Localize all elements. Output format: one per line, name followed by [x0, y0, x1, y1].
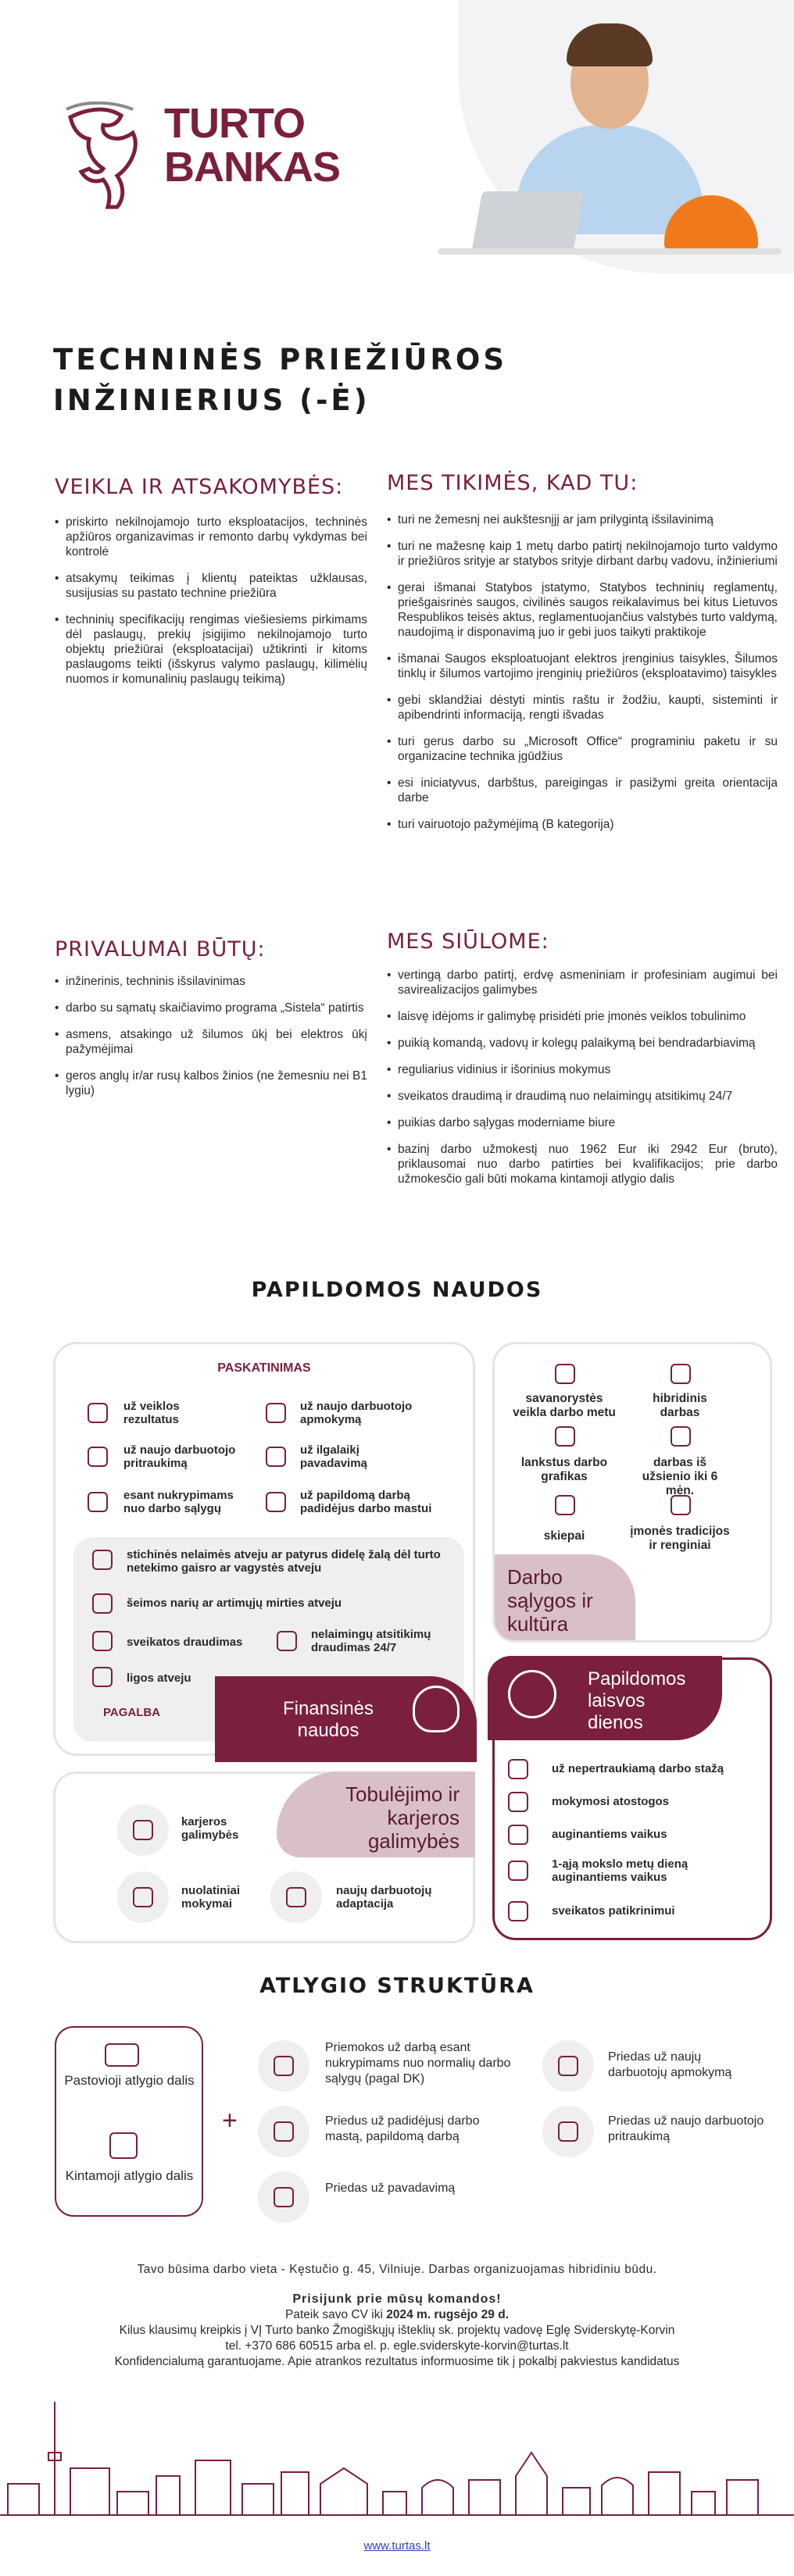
paskatinimas-item: už naujo darbuotojo apmokymą — [300, 1400, 413, 1426]
graduation-cap-icon — [117, 1871, 169, 1923]
veikla-heading: VEIKLA IR ATSAKOMYBĖS: — [55, 475, 344, 499]
paskatinimas-item: už naujo darbuotojo pritraukimą — [123, 1443, 236, 1470]
privalumai-section — [55, 937, 367, 1110]
salygos-item: įmonės tradicijos ir renginiai — [630, 1525, 730, 1552]
tobulejimo-item: nuolatiniai mokymai — [181, 1884, 240, 1911]
medical-icon — [92, 1667, 113, 1687]
book-icon — [508, 1792, 528, 1812]
user-add-icon — [88, 1447, 108, 1467]
list-item: • techninių specifikacijų rengimas viešiesiems pirkimams dėl paslaugų, prekių įsigijimo nekilnojamojo turto objektų priežiūrai (eksploatacijai) užtikrinti ir kitoms paslaugoms teikti (išskyrus valymo paslaugų, kilimėlių nuomos ir komunalinių paslaugų teikimą) — [55, 612, 367, 687]
money-bag-icon — [413, 1686, 460, 1732]
list-item: • puikias darbo sąlygas moderniame biure — [387, 1115, 778, 1130]
atlygio-item: Priedus už padidėjusį darbo mastą, papildomą darbą — [325, 2114, 480, 2143]
atlygio-item: Priedas už pavadavimą — [325, 2182, 456, 2195]
privalumai-list — [55, 974, 367, 1098]
tikimes-section — [387, 471, 778, 844]
list-item: • asmens, atsakingo už šilumos ūkį bei elektros ūkį pažymėjimai — [55, 1027, 367, 1057]
list-item: • priskirto nekilnojamojo turto eksploatacijos, techninės apžiūros organizavimas ir remonto darbų vykdymas bei kontrolė — [55, 515, 367, 559]
banknote-icon — [105, 2043, 139, 2067]
cv-deadline: Pateik savo CV iki 2024 m. rugsėjo 29 d. — [284, 2308, 509, 2321]
scale-icon — [266, 1492, 286, 1512]
tobulejimo-label: Tobulėjimo ir karjeros galimybės — [277, 1771, 475, 1857]
calendar-icon — [555, 1426, 575, 1447]
tobulejimo-item: karjeros galimybės — [181, 1815, 239, 1842]
magnet-icon — [542, 2106, 594, 2157]
siulome-list — [387, 968, 778, 1186]
list-item: • sveikatos draudimą ir draudimą nuo nelaimingų atsitikimų 24/7 — [387, 1089, 778, 1104]
pagalba-item: šeimos narių ar artimųjų mirties atveju — [127, 1597, 342, 1610]
laptop-icon — [671, 1364, 691, 1384]
party-icon — [671, 1495, 691, 1515]
pagalba-item: ligos atveju — [127, 1672, 191, 1685]
logo-line-1: TURTO — [164, 100, 305, 147]
people-icon — [542, 2040, 594, 2092]
list-item: • gebi sklandžiai dėstyti mintis raštu ir žodžiu, kaupti, sisteminti ir apibendrinti informaciją, rengti išvadas — [387, 693, 778, 722]
laisvos-item: mokymosi atostogos — [552, 1795, 670, 1808]
laisvos-label: Papildomos laisvos dienos — [488, 1656, 722, 1740]
salygos-item: skiepai — [543, 1529, 585, 1543]
job-title: TECHNINĖS PRIEŽIŪROS INŽINIERIUS (-Ė) — [53, 343, 508, 417]
hand-person-icon — [270, 1871, 322, 1923]
list-item: • atsakymų teikimas į klientų pateiktas užklausas, susijusias su pastato technine priežiūra — [55, 571, 367, 601]
salygos-item: savanorystės veikla darbo metu — [513, 1392, 616, 1419]
siulome-section — [387, 929, 778, 1198]
gear-icon — [88, 1492, 108, 1512]
heartbeat-icon — [508, 1901, 528, 1921]
pastovioji-label: Pastovioji atlygio dalis — [64, 2073, 195, 2088]
pagalba-heading: PAGALBA — [103, 1706, 161, 1719]
paskatinimas-heading: PASKATINIMAS — [217, 1361, 311, 1375]
siulome-heading: MES SIŪLOME: — [387, 929, 549, 954]
list-item: • esi iniciatyvus, darbštus, pareigingas ir pasižymi greita orientacija darbe — [387, 776, 778, 805]
atlygio-item: Priedas už naujo darbuotojo pritraukimą — [608, 2114, 764, 2143]
papildomos-heading: PAPILDOMOS NAUDOS — [251, 1278, 543, 1302]
tobulejimo-item: naujų darbuotojų adaptacija — [336, 1884, 432, 1911]
atlygio-heading: ATLYGIO STRUKTŪRA — [259, 1974, 535, 1998]
family-icon — [92, 1593, 113, 1614]
confidentiality-note: Konfidencialumą garantuojame. Apie atrankos rezultatus informuosime tik į pokalbį pakviestus kandidatus — [114, 2355, 680, 2368]
list-item: • bazinį darbo užmokestį nuo 1962 Eur iki 2942 Eur (bruto), priklausomai nuo darbo patirties bei kvalifikacijos; prie darbo užmokesčio gali būti mokama kintamoji atlygio dalis — [387, 1142, 778, 1186]
logo-line-2: BANKAS — [164, 144, 341, 191]
syringe-icon — [555, 1495, 575, 1515]
pagalba-item: nelaimingų atsitikimų draudimas 24/7 — [311, 1628, 431, 1654]
hand-heart-icon — [508, 1670, 556, 1718]
paskatinimas-item: už veiklos rezultatus — [123, 1400, 180, 1426]
pagalba-item: stichinės nelaimės atveju ar patyrus didelę žalą dėl turto netekimo gaisro ar vagystės atveju — [127, 1548, 441, 1575]
bar-chart-icon — [109, 2132, 138, 2159]
work-location: Tavo būsima darbo vieta - Kęstučio g. 45, Vilniuje. Darbas organizuojamas hibridiniu būdu. — [137, 2263, 657, 2276]
hero-illustration — [406, 0, 794, 273]
globe-icon — [671, 1426, 691, 1447]
list-item: • turi ne žemesnį nei aukštesnįjį ar jam prilygintą išsilavinimą — [387, 512, 778, 527]
shield-icon — [92, 1631, 113, 1651]
list-item: • inžinerinis, techninis išsilavinimas — [55, 974, 367, 989]
plus-sign: + — [222, 2106, 238, 2135]
list-item: • darbo su sąmatų skaičiavimo programa „Sistela“ patirtis — [55, 1001, 367, 1015]
atlygio-item: Priemokos už darbą esant nukrypimams nuo normalių darbo sąlygų (pagal DK) — [325, 2041, 511, 2085]
paskatinimas-item: už ilgalaikį pavadavimą — [300, 1443, 367, 1470]
mentor-icon — [266, 1403, 286, 1423]
pagalba-item: sveikatos draudimas — [127, 1636, 243, 1649]
laisvos-item: auginantiems vaikus — [552, 1828, 667, 1841]
privalumai-heading: PRIVALUMAI BŪTŲ: — [55, 937, 266, 962]
laisvos-item: sveikatos patikrinimui — [552, 1904, 675, 1918]
paskatinimas-item: už papildomą darbą padidėjus darbo mastui — [300, 1489, 432, 1515]
tikimes-heading: MES TIKIMĖS, KAD TU: — [387, 471, 638, 495]
house-damage-icon — [92, 1550, 113, 1570]
briefcase-icon — [117, 1804, 169, 1856]
contact-person: Kilus klausimų kreipkis į VĮ Turto banko Žmogiškųjų išteklių sk. projektų vadovę Eglę Sviderskytę-Korvin — [119, 2324, 675, 2337]
list-item: • geros anglų ir/ar rusų kalbos žinios (ne žemesniu nei B1 lygiu) — [55, 1069, 367, 1098]
laisvos-item: 1-ąją mokslo metų dieną auginantiems vaikus — [552, 1857, 688, 1884]
list-item: • vertingą darbo patirtį, erdvę asmeniniam ir profesiniam augimui bei savirealizacijos galimybes — [387, 968, 778, 997]
join-team: Prisijunk prie mūsų komandos! — [292, 2292, 502, 2306]
list-item: • turi vairuotojo pažymėjimą (B kategorija) — [387, 817, 778, 832]
finansines-label: Finansinės naudos — [215, 1676, 477, 1762]
tools-icon — [258, 2040, 309, 2092]
salygos-item: hibridinis darbas — [653, 1392, 707, 1419]
veikla-list — [55, 515, 367, 687]
contact-details: tel. +370 686 60515 arba el. p. egle.sviderskyte-korvin@turtas.lt — [225, 2339, 569, 2353]
list-item: • turi gerus darbo su „Microsoft Office“ programiniu paketu ir su organizacine technika įgūdžius — [387, 734, 778, 764]
list-item: • gerai išmanai Statybos įstatymo, Statybos techninių reglamentų, priešgaisrinės saugos, civilinės saugos reikalavimus bei kitus Lietuvos Respublikos teisės aktus, reglamentuojančius valstybės turto valdymą, naudojimą ir disponavimą juo ir gebi juos taikyti praktikoje — [387, 580, 778, 640]
school-bag-icon — [508, 1861, 528, 1881]
list-item: • reguliarius vidinius ir išorinius mokymus — [387, 1062, 778, 1077]
atlygio-item: Priedas už naujų darbuotojų apmokymą — [608, 2050, 732, 2079]
swap-icon — [266, 1447, 286, 1467]
chart-icon — [88, 1403, 108, 1423]
baby-icon — [508, 1825, 528, 1845]
laptop-icon — [471, 191, 584, 254]
griffin-logo-icon — [63, 102, 156, 211]
calendar-check-icon — [508, 1759, 528, 1779]
list-item: • puikią komandą, vadovų ir kolegų palaikymą bei bendradarbiavimą — [387, 1036, 778, 1051]
laisvos-item: už nepertraukiamą darbo stažą — [552, 1762, 724, 1775]
veikla-section — [55, 475, 367, 698]
refresh-icon — [258, 2171, 309, 2223]
hand-heart-icon — [555, 1364, 575, 1384]
website-link[interactable]: www.turtas.lt — [363, 2539, 431, 2553]
list-item: • turi ne mažesnę kaip 1 metų darbo patirtį nekilnojamojo turto valdymo ir priežiūros srityje ar statybos srityje dirbant darbų vadovu, inžinieriumi — [387, 539, 778, 569]
umbrella-icon — [277, 1631, 297, 1651]
salygos-item: lankstus darbo grafikas — [520, 1456, 608, 1483]
salygos-label: Darbo sąlygos ir kultūra — [495, 1554, 635, 1640]
paskatinimas-item: esant nukrypimams nuo darbo sąlygų — [123, 1489, 234, 1515]
salygos-item: darbas iš užsienio iki 6 mėn. — [642, 1456, 718, 1497]
check-circle-icon — [258, 2106, 309, 2157]
company-logo — [63, 100, 341, 211]
kintamoji-label: Kintamoji atlygio dalis — [65, 2168, 194, 2183]
vilnius-skyline-illustration — [0, 2398, 794, 2523]
tikimes-list — [387, 512, 778, 832]
list-item: • laisvę idėjoms ir galimybę prisidėti prie įmonės veiklos tobulinimo — [387, 1009, 778, 1024]
list-item: • išmanai Saugos eksploatuojant elektros įrenginius taisykles, Šilumos tinklų ir šilumos vartojimo įrenginių priežiūros (eksploatavimo) taisykles — [387, 651, 778, 681]
